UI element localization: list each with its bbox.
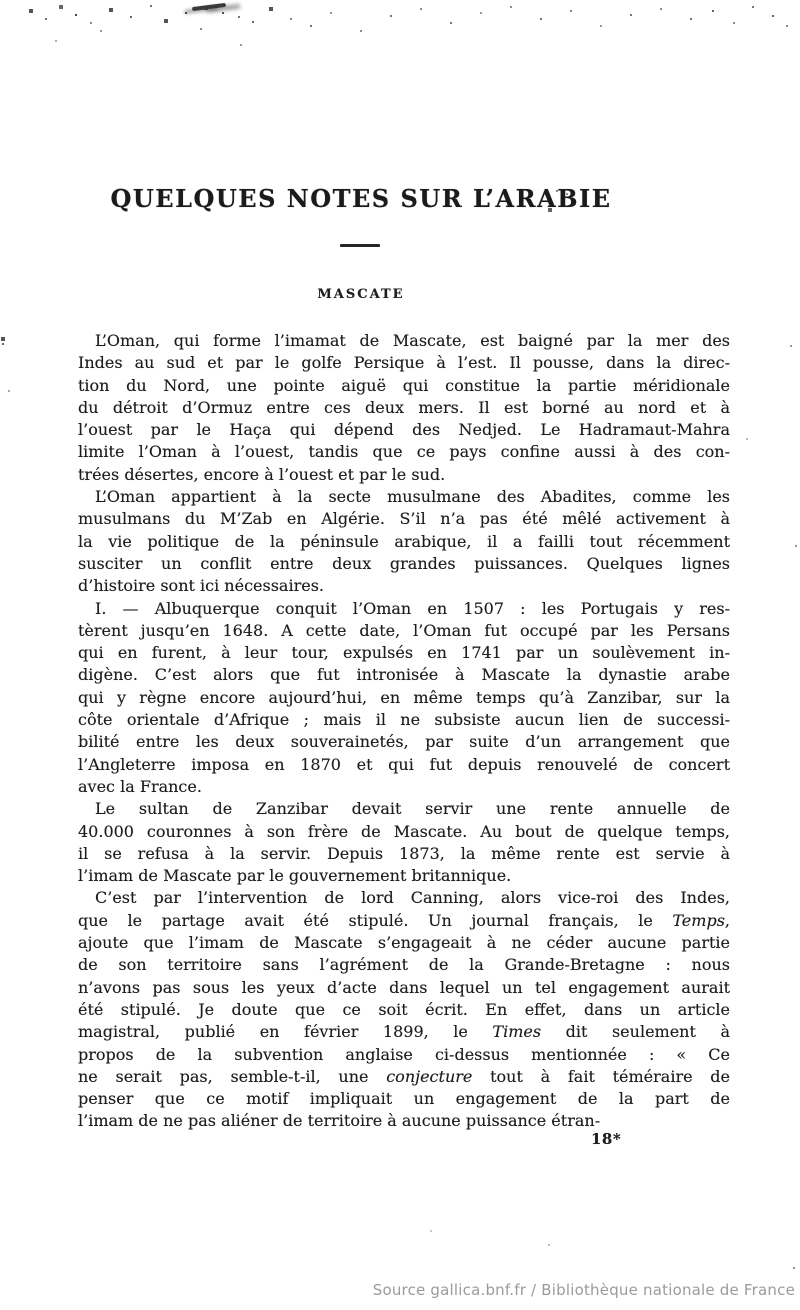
text-line: C’est par l’intervention de lord Canning, alors vice-roi des Indes, — [95, 888, 730, 908]
text-line: trées désertes, encore à l’ouest et par le sud. — [78, 464, 446, 484]
text-line: ne serait pas, semble-t-il, une conjecture tout à fait téméraire de — [78, 1066, 731, 1086]
page-title: QUELQUES NOTES SUR L’ARABIE — [110, 184, 612, 213]
text-line: musulmans du M’Zab en Algérie. S’il n’a pas été mêlé activement à — [78, 509, 730, 529]
text-line: l’Angleterre imposa en 1870 et qui fut depuis renouvelé de concert — [78, 754, 730, 774]
text-line: avec la France. — [78, 776, 202, 796]
text-line: la vie politique de la péninsule arabique, il a failli tout récemment — [78, 531, 730, 551]
text-line: que le partage avait été stipulé. Un journal français, le Temps, — [78, 910, 730, 930]
text-line: il se refusa à la servir. Depuis 1873, la même rente est servie à — [78, 843, 730, 863]
text-line: magistral, publié en février 1899, le Times dit seulement à — [78, 1022, 731, 1042]
text-line: tèrent jusqu’en 1648. A cette date, l’Oman fut occupé par les Persans — [78, 620, 730, 640]
text-line: du détroit d’Ormuz entre ces deux mers. Il est borné au nord et à — [78, 397, 730, 417]
text-line: Indes au sud et par le golfe Persique à l’est. Il pousse, dans la direc- — [78, 353, 730, 373]
text-line: l’ouest par le Haça qui dépend des Nedjed. Le Hadramaut-Mahra — [78, 420, 730, 440]
text-line: l’imam de ne pas aliéner de territoire à aucune puissance étran- — [78, 1111, 601, 1131]
text-line: ajoute que l’imam de Mascate s’engageait à ne céder aucune partie — [78, 933, 730, 953]
text-line: L’Oman appartient à la secte musulmane des Abadites, comme les — [95, 487, 730, 507]
text-line: qui en furent, à leur tour, expulsés en 1741 par un soulèvement in- — [78, 643, 730, 663]
text-line: limite l’Oman à l’ouest, tandis que ce pays confine aussi à des con- — [78, 442, 730, 462]
text-line: propos de la subvention anglaise ci-dessus mentionnée : « Ce — [78, 1044, 730, 1064]
text-line: I. — Albuquerque conquit l’Oman en 1507 : les Portugais y res- — [95, 598, 730, 618]
text-line: d’histoire sont ici nécessaires. — [78, 576, 324, 596]
scan-noise-speckles — [0, 0, 2, 2]
page-signature: 18* — [591, 1130, 622, 1148]
text-line: tion du Nord, une pointe aiguë qui constitue la partie méridionale — [78, 375, 730, 395]
text-line: 40.000 couronnes à son frère de Mascate. Au bout de quelque temps, — [78, 821, 730, 841]
text-line: côte orientale d’Afrique ; mais il ne subsiste aucun lien de successi- — [78, 710, 730, 730]
section-heading: MASCATE — [317, 287, 405, 302]
text-line: l’imam de Mascate par le gouvernement britannique. — [78, 866, 512, 886]
text-line: penser que ce motif impliquait un engagement de la part de — [78, 1089, 730, 1109]
text-line: susciter un conflit entre deux grandes puissances. Quelques lignes — [78, 553, 730, 573]
source-credit: Source gallica.bnf.fr / Bibliothèque nationale de France — [372, 1281, 795, 1299]
text-line: n’avons pas sous les yeux d’acte dans lequel un tel engagement aurait — [78, 977, 730, 997]
text-line: L’Oman, qui forme l’imamat de Mascate, est baigné par la mer des — [95, 331, 730, 350]
text-line: digène. C’est alors que fut intronisée à Mascate la dynastie arabe — [78, 665, 730, 685]
text-line: de son territoire sans l’agrément de la Grande-Bretagne : nous — [78, 955, 730, 975]
scan-smudge-mark — [192, 3, 226, 11]
title-divider-rule — [340, 244, 380, 247]
text-line: été stipulé. Je doute que ce soit écrit. En effet, dans un article — [78, 999, 730, 1019]
text-line: Le sultan de Zanzibar devait servir une rente annuelle de — [95, 799, 730, 819]
document-body-text — [78, 330, 730, 1133]
text-line: qui y règne encore aujourd’hui, en même temps qu’à Zanzibar, sur la — [78, 687, 730, 707]
text-line: bilité entre les deux souverainetés, par suite d’un arrangement que — [78, 732, 730, 752]
